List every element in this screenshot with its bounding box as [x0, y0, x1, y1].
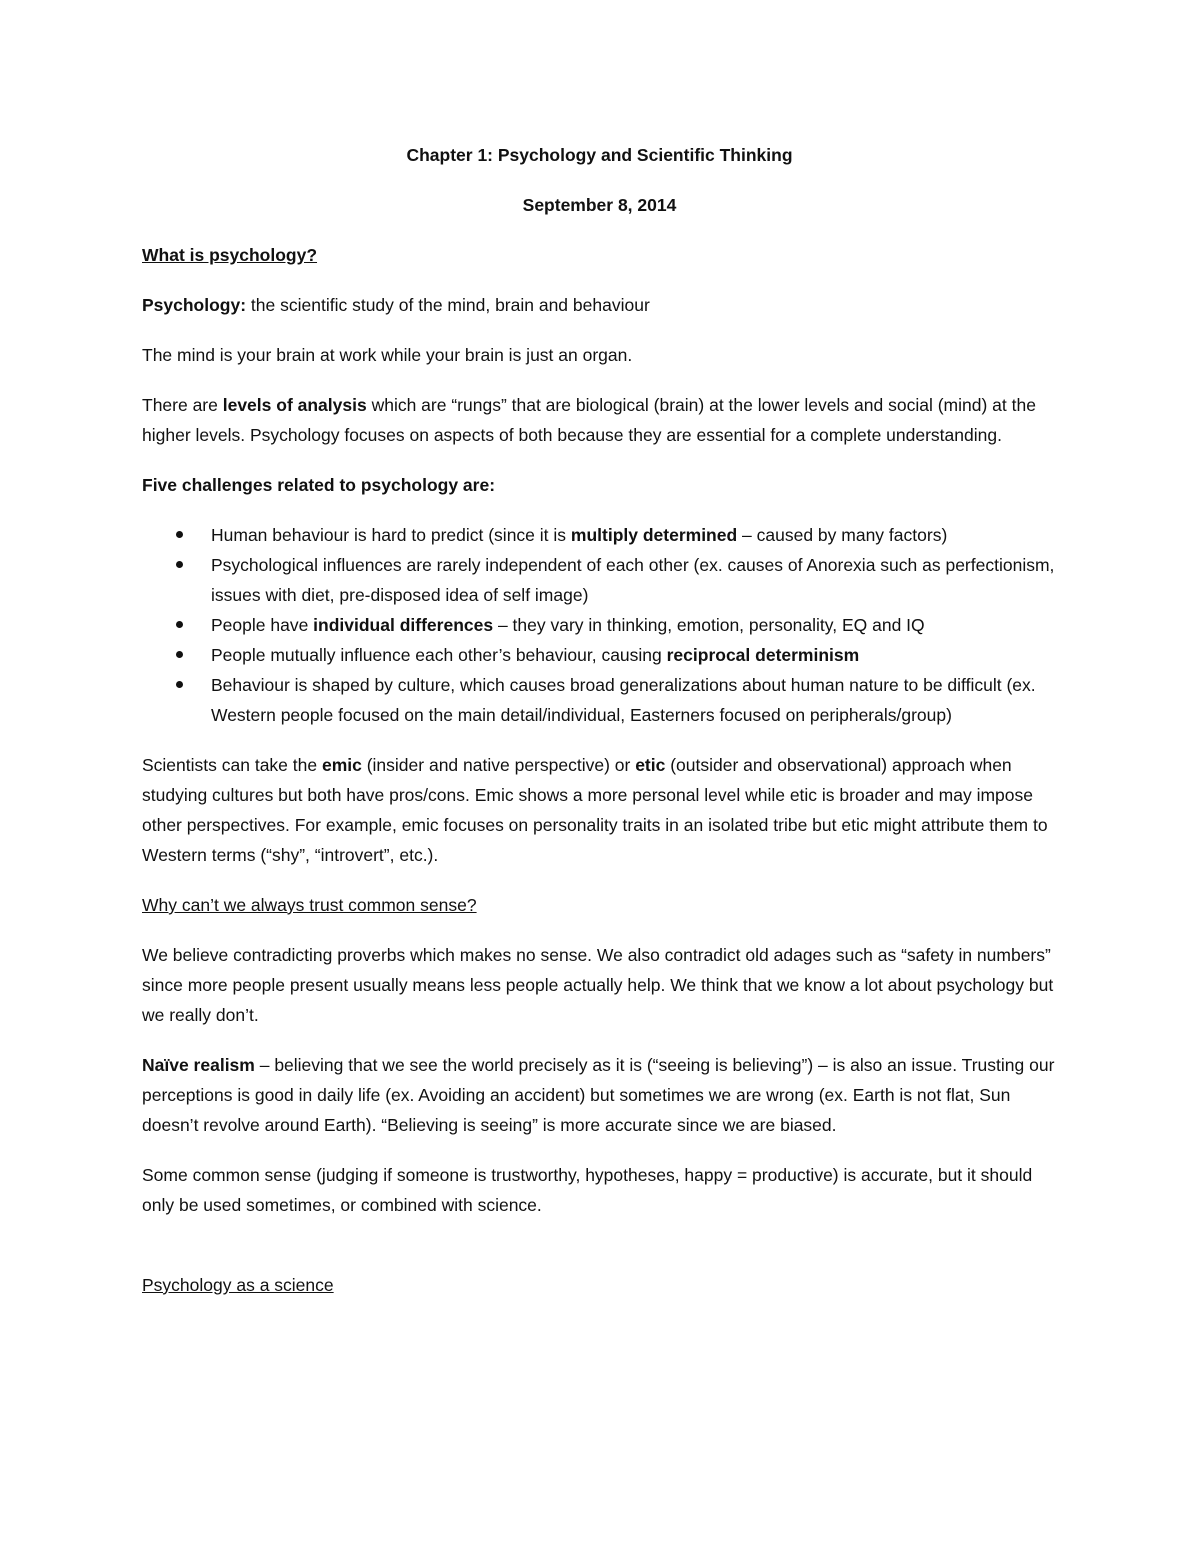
section-heading-what-is-psychology: What is psychology? — [142, 245, 318, 265]
section-heading-psychology-as-science: Psychology as a science — [142, 1275, 334, 1295]
bullet-text: Human behaviour is hard to predict (since it is — [211, 525, 571, 545]
bullet-term: reciprocal determinism — [666, 645, 860, 665]
list-item — [142, 610, 1057, 640]
levels-term: levels of analysis — [222, 395, 367, 415]
definition-text: the scientific study of the mind, brain and behaviour — [246, 295, 650, 315]
list-item — [142, 640, 1057, 670]
bullet-term: individual differences — [313, 615, 494, 635]
bullet-text: People have — [211, 615, 314, 635]
bullet-text: Behaviour is shaped by culture, which causes broad generalizations about human nature to be difficult (ex. Western people focused on the main detail/individual, Easterners focused on peripherals/group) — [211, 675, 1036, 725]
emic-etic-paragraph — [142, 750, 1057, 870]
challenges-list — [142, 520, 1057, 730]
bullet-text: People mutually influence each other’s behaviour, causing — [211, 645, 667, 665]
list-item — [142, 550, 1057, 610]
bullet-icon — [176, 681, 183, 688]
document-title: Chapter 1: Psychology and Scientific Thinking — [406, 145, 793, 165]
levels-post-text: which are “rungs” that are biological (brain) at the lower levels and social (mind) at the higher levels. Psychology focuses on aspects of both because they are essential for a complete understanding. — [142, 395, 1036, 445]
list-item — [142, 670, 1057, 730]
mind-brain-paragraph: The mind is your brain at work while your brain is just an organ. — [142, 345, 633, 365]
emic-post-text: (outsider and observational) approach when studying cultures but both have pros/cons. Emic shows a more personal level while etic is broader and may impose other perspectives. For example, emic focuses on personality traits in an isolated tribe but etic might attribute them to Western terms (“shy”, “introvert”, etc.). — [142, 755, 1048, 865]
bullet-icon — [176, 531, 183, 538]
bullet-text: – caused by many factors) — [737, 525, 948, 545]
emic-pre-text: Scientists can take the — [142, 755, 322, 775]
levels-pre-text: There are — [142, 395, 223, 415]
document-date: September 8, 2014 — [522, 195, 677, 215]
psychology-definition — [142, 290, 1057, 320]
section-heading-common-sense: Why can’t we always trust common sense? — [142, 895, 477, 915]
challenges-heading: Five challenges related to psychology are: — [142, 475, 496, 495]
bullet-text: Psychological influences are rarely independent of each other (ex. causes of Anorexia such as perfectionism, issues with diet, pre-disposed idea of self image) — [211, 555, 1055, 605]
naive-realism-term: Naïve realism — [142, 1055, 255, 1075]
bullet-icon — [176, 621, 183, 628]
common-sense-accuracy-paragraph: Some common sense (judging if someone is trustworthy, hypotheses, happy = productive) is accurate, but it should only be used sometimes, or combined with science. — [142, 1165, 1033, 1215]
naive-realism-paragraph — [142, 1050, 1057, 1140]
emic-term: emic — [321, 755, 362, 775]
definition-term: Psychology: — [142, 295, 247, 315]
levels-of-analysis-paragraph — [142, 390, 1057, 450]
contradicting-proverbs-paragraph: We believe contradicting proverbs which makes no sense. We also contradict old adages such as “safety in numbers” since more people present usually means less people actually help. We think that we know a lot about psychology but we really don’t. — [142, 945, 1054, 1025]
etic-term: etic — [635, 755, 666, 775]
bullet-term: multiply determined — [570, 525, 738, 545]
list-item — [142, 520, 1057, 550]
bullet-icon — [176, 561, 183, 568]
naive-realism-text: – believing that we see the world precisely as it is (“seeing is believing”) – is also an issue. Trusting our perceptions is good in daily life (ex. Avoiding an accident) but sometimes we are wrong (ex. Earth is not flat, Sun doesn’t revolve around Earth). “Believing is seeing” is more accurate since we are biased. — [142, 1055, 1055, 1135]
document-page — [142, 140, 1057, 1320]
bullet-icon — [176, 651, 183, 658]
emic-mid-text: (insider and native perspective) or — [361, 755, 636, 775]
bullet-text: – they vary in thinking, emotion, personality, EQ and IQ — [493, 615, 925, 635]
